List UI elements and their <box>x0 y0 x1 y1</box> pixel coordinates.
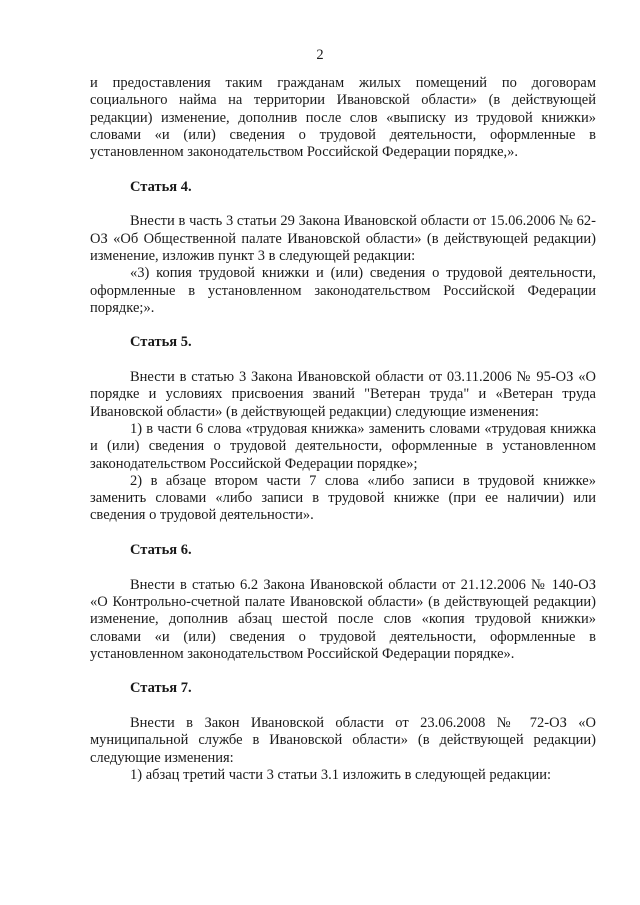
paragraph: 1) абзац третий части 3 статьи 3.1 изложить в следующей редакции: <box>130 766 552 783</box>
article-heading: Статья 4. <box>130 178 192 195</box>
paragraph: Внести в статью 3 Закона Ивановской области от 03.11.2006 № 95-ОЗ «О порядке и условиях присвоения званий "Ветеран труда" и «Ветеран труда Ивановской области» (в действующей редакции) следующие изменения: <box>90 369 596 420</box>
paragraph-gap <box>90 317 596 334</box>
paragraph: 2) в абзаце втором части 7 слова «либо записи в трудовой книжке» заменить словами «либо записи в трудовой книжке (при ее наличии) или сведения о трудовой деятельности». <box>90 472 596 524</box>
paragraph-gap <box>90 559 596 576</box>
article-heading: Статья 6. <box>130 542 192 559</box>
paragraph-gap <box>90 698 596 715</box>
paragraph: 1) в части 6 слова «трудовая книжка» заменить словами «трудовая книжка и (или) сведения о трудовой деятельности, оформленные в установленном законодательством Российской Федерации порядке»; <box>90 420 596 472</box>
article-heading: Статья 7. <box>130 680 192 697</box>
article-heading: Статья 5. <box>130 334 192 351</box>
page-number: 2 <box>316 47 324 63</box>
paragraph: Внести в Закон Ивановской области от 23.06.2008 № 72-ОЗ «О муниципальной службе в Ивановской области» (в действующей редакции) следующие изменения: <box>90 714 596 766</box>
paragraph: и предоставления таким гражданам жилых помещений по договорам социального найма на территории Ивановской области» (в действующей редакции) изменение, дополнив после слов «выписку из трудовой книжки» словами «и (или) сведения о трудовой деятельности, оформленные в установленном законодательством Российской Федерации порядке,». <box>90 75 596 161</box>
paragraph-gap <box>90 663 596 680</box>
paragraph-gap <box>90 352 596 369</box>
paragraph: Внести в статью 6.2 Закона Ивановской области от 21.12.2006 № 140-ОЗ «О Контрольно-счетной палате Ивановской области» (в действующей редакции) изменение, дополнив абзац шестой после слов «копия трудовой книжки» словами «и (или) сведения о трудовой деятельности, оформленные в установленном законодательством Российской Федерации порядке». <box>90 576 596 662</box>
paragraph: «3) копия трудовой книжки и (или) сведения о трудовой деятельности, оформленные в установленном законодательством Российской Федерации порядке;». <box>90 265 596 316</box>
paragraph-gap <box>90 196 596 213</box>
paragraph: Внести в часть 3 статьи 29 Закона Ивановской области от 15.06.2006 № 62-ОЗ «Об Общественной палате Ивановской области» (в действующей редакции) изменение, изложив пункт 3 в следующей редакции: <box>90 213 596 264</box>
paragraph-gap <box>90 525 596 542</box>
paragraph-gap <box>90 161 596 178</box>
document-body <box>90 75 596 784</box>
